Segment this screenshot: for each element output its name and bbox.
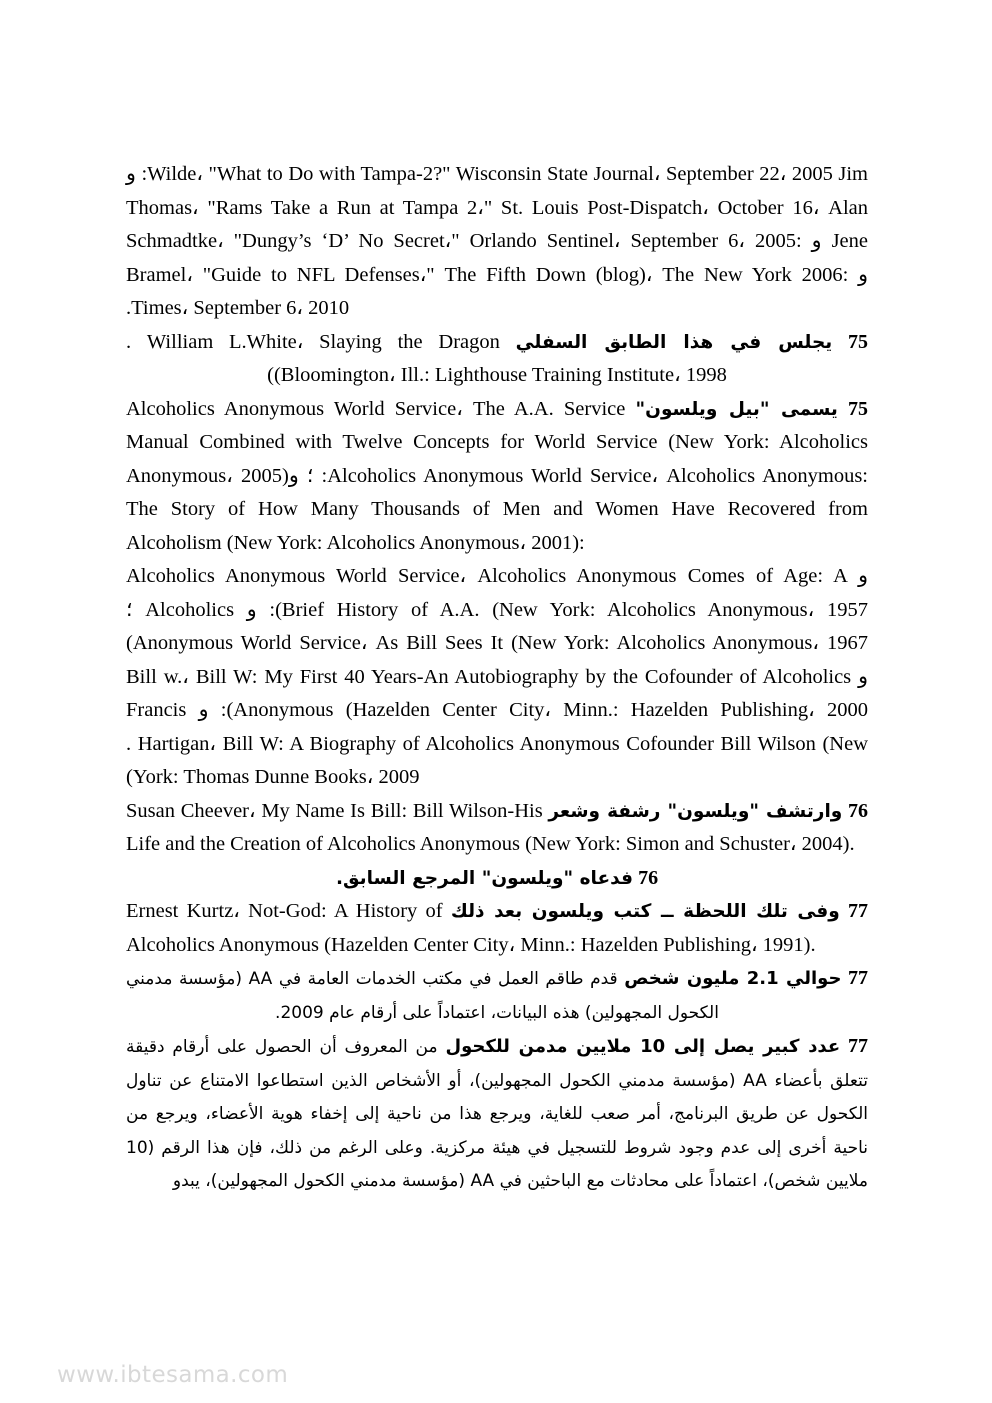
note-number: 75 [848, 330, 869, 353]
note-number: 75 [848, 397, 868, 420]
citation-line: Hartigan، Bill W: A Biography of Alcoholics Anonymous Cofounder Bill Wilson (New [137, 732, 868, 755]
note-76-b [126, 862, 868, 896]
note-arabic-lead: يسمى "بيل ويلسون" [635, 398, 838, 420]
note-arabic-body: قدم طاقم العمل في مكتب الخدمات العامة في AA (مؤسسة مدمني الكحول المجهولين) هذه البيانات، اعتماداً على أرقام عام 2009. [126, 969, 719, 1023]
citation-block-75c [126, 560, 868, 795]
note-number: 77 [848, 967, 868, 989]
note-arabic-lead: يجلس في هذا الطابق السفلي [515, 331, 833, 353]
note-arabic-text: فدعاه "ويلسون" المرجع السابق. [335, 867, 633, 889]
note-77-b [126, 962, 868, 1030]
note-75-a [126, 326, 868, 393]
citation-line: Alcoholics و :(Brief History of A.A. (New York: Alcoholics Anonymous، 1957 [145, 598, 868, 621]
note-arabic-lead: وارتشف "ويلسون" رشفة وشعر [548, 800, 843, 822]
note-arabic-lead: حوالي 2.1 مليون شخص [624, 968, 842, 989]
note-number: 77 [848, 900, 869, 922]
citation-line: Francis و :(Anonymous (Hazelden Center City، Minn.: Hazelden Publishing، 2000 [126, 699, 868, 721]
site-watermark: www.ibtesama.com [57, 1362, 289, 1388]
citation-line: .(York: Thomas Dunne Books، 2009 [126, 732, 420, 788]
note-english-imprint: .((Bloomington، Ill.: Lighthouse Training Institute، 1998 [126, 330, 727, 386]
note-number: 76 [848, 799, 869, 822]
note-76-a [126, 795, 868, 862]
citation-block-top [126, 158, 868, 326]
citation-line: Bill w.، Bill W: My First 40 Years-An Autobiography by the Cofounder of Alcoholics و [126, 665, 868, 688]
note-arabic-body: من المعروف أن الحصول على أرقام دقيقة تتعلق بأعضاء AA (مؤسسة مدمني الكحول المجهولين)، أو الأشخاص الذين استطاعوا الامتناع عن تناول الكحول عن طريق البرنامج، أمر صعب للغاية، ويرجع هذا من ناحية إلى إخفاء هوية الأعضاء، ويرجع من ناحية أخرى إلى عدم وجود شروط للتسجيل في هيئة مركزية. وعلى الرغم من ذلك، فإن هذا الرقم (10 ملايين شخص)، اعتماداً على محادثات مع الباحثين في AA (مؤسسة مدمني الكحول المجهولين)، يبدو [126, 1037, 868, 1191]
citation-line: ؛(Anonymous World Service، As Bill Sees It (New York: Alcoholics Anonymous، 1967 [126, 598, 868, 654]
note-english-citation: Alcoholics Anonymous World Service، The A.A. Service Manual Combined with Twelve Concepts for World Service (New York: Alcoholics Anonymous، 2005)؛ و :Alcoholics Anonymous World Service، Alcoholics Anonymous: The Story of How Many Thousands of Men and Women Have Recovered from Alcoholism (New York: Alcoholics Anonymous، 2001): [126, 397, 868, 554]
note-english-title: William L.White، Slaying the Dragon [146, 330, 500, 353]
note-arabic-lead: عدد كبير يصل إلى 10 ملايين مدمن للكحول [445, 1036, 841, 1057]
page-text-column [126, 158, 868, 1199]
citation-text: و :Wilde، "What to Do with Tampa-2?" Wisconsin State Journal، September 22، 2005 Jim Thomas، "Rams Take a Run at Tampa 2،" St. Louis Post-Dispatch، October 16، Alan Schmadtke، "Dungy’s ‘D’ No Secret،" Orlando Sentinel، September 6، و :2005 Jene Bramel، "Guide to NFL Defenses،" The Fifth Down (blog)، The New York و :2006 .Times، September 6، 2010 [126, 163, 868, 319]
note-77-a [126, 895, 868, 962]
note-arabic-lead: وفى تلك اللحظة ــ كتب ويلسون بعد ذلك [450, 901, 840, 922]
note-english-citation: Ernest Kurtz، Not-God: A History of Alcoholics Anonymous (Hazelden Center City، Minn.: Hazelden Publishing، 1991). [126, 900, 816, 956]
citation-line: Alcoholics Anonymous World Service، Alcoholics Anonymous Comes of Age: A و [126, 565, 868, 587]
note-75-b [126, 393, 868, 561]
note-english-citation: Susan Cheever، My Name Is Bill: Bill Wilson-His Life and the Creation of Alcoholics Anonymous (New York: Simon and Schuster، 2004). [126, 799, 855, 855]
note-number: 76 [638, 866, 659, 889]
note-77-c [126, 1030, 868, 1199]
note-number: 77 [848, 1035, 868, 1057]
